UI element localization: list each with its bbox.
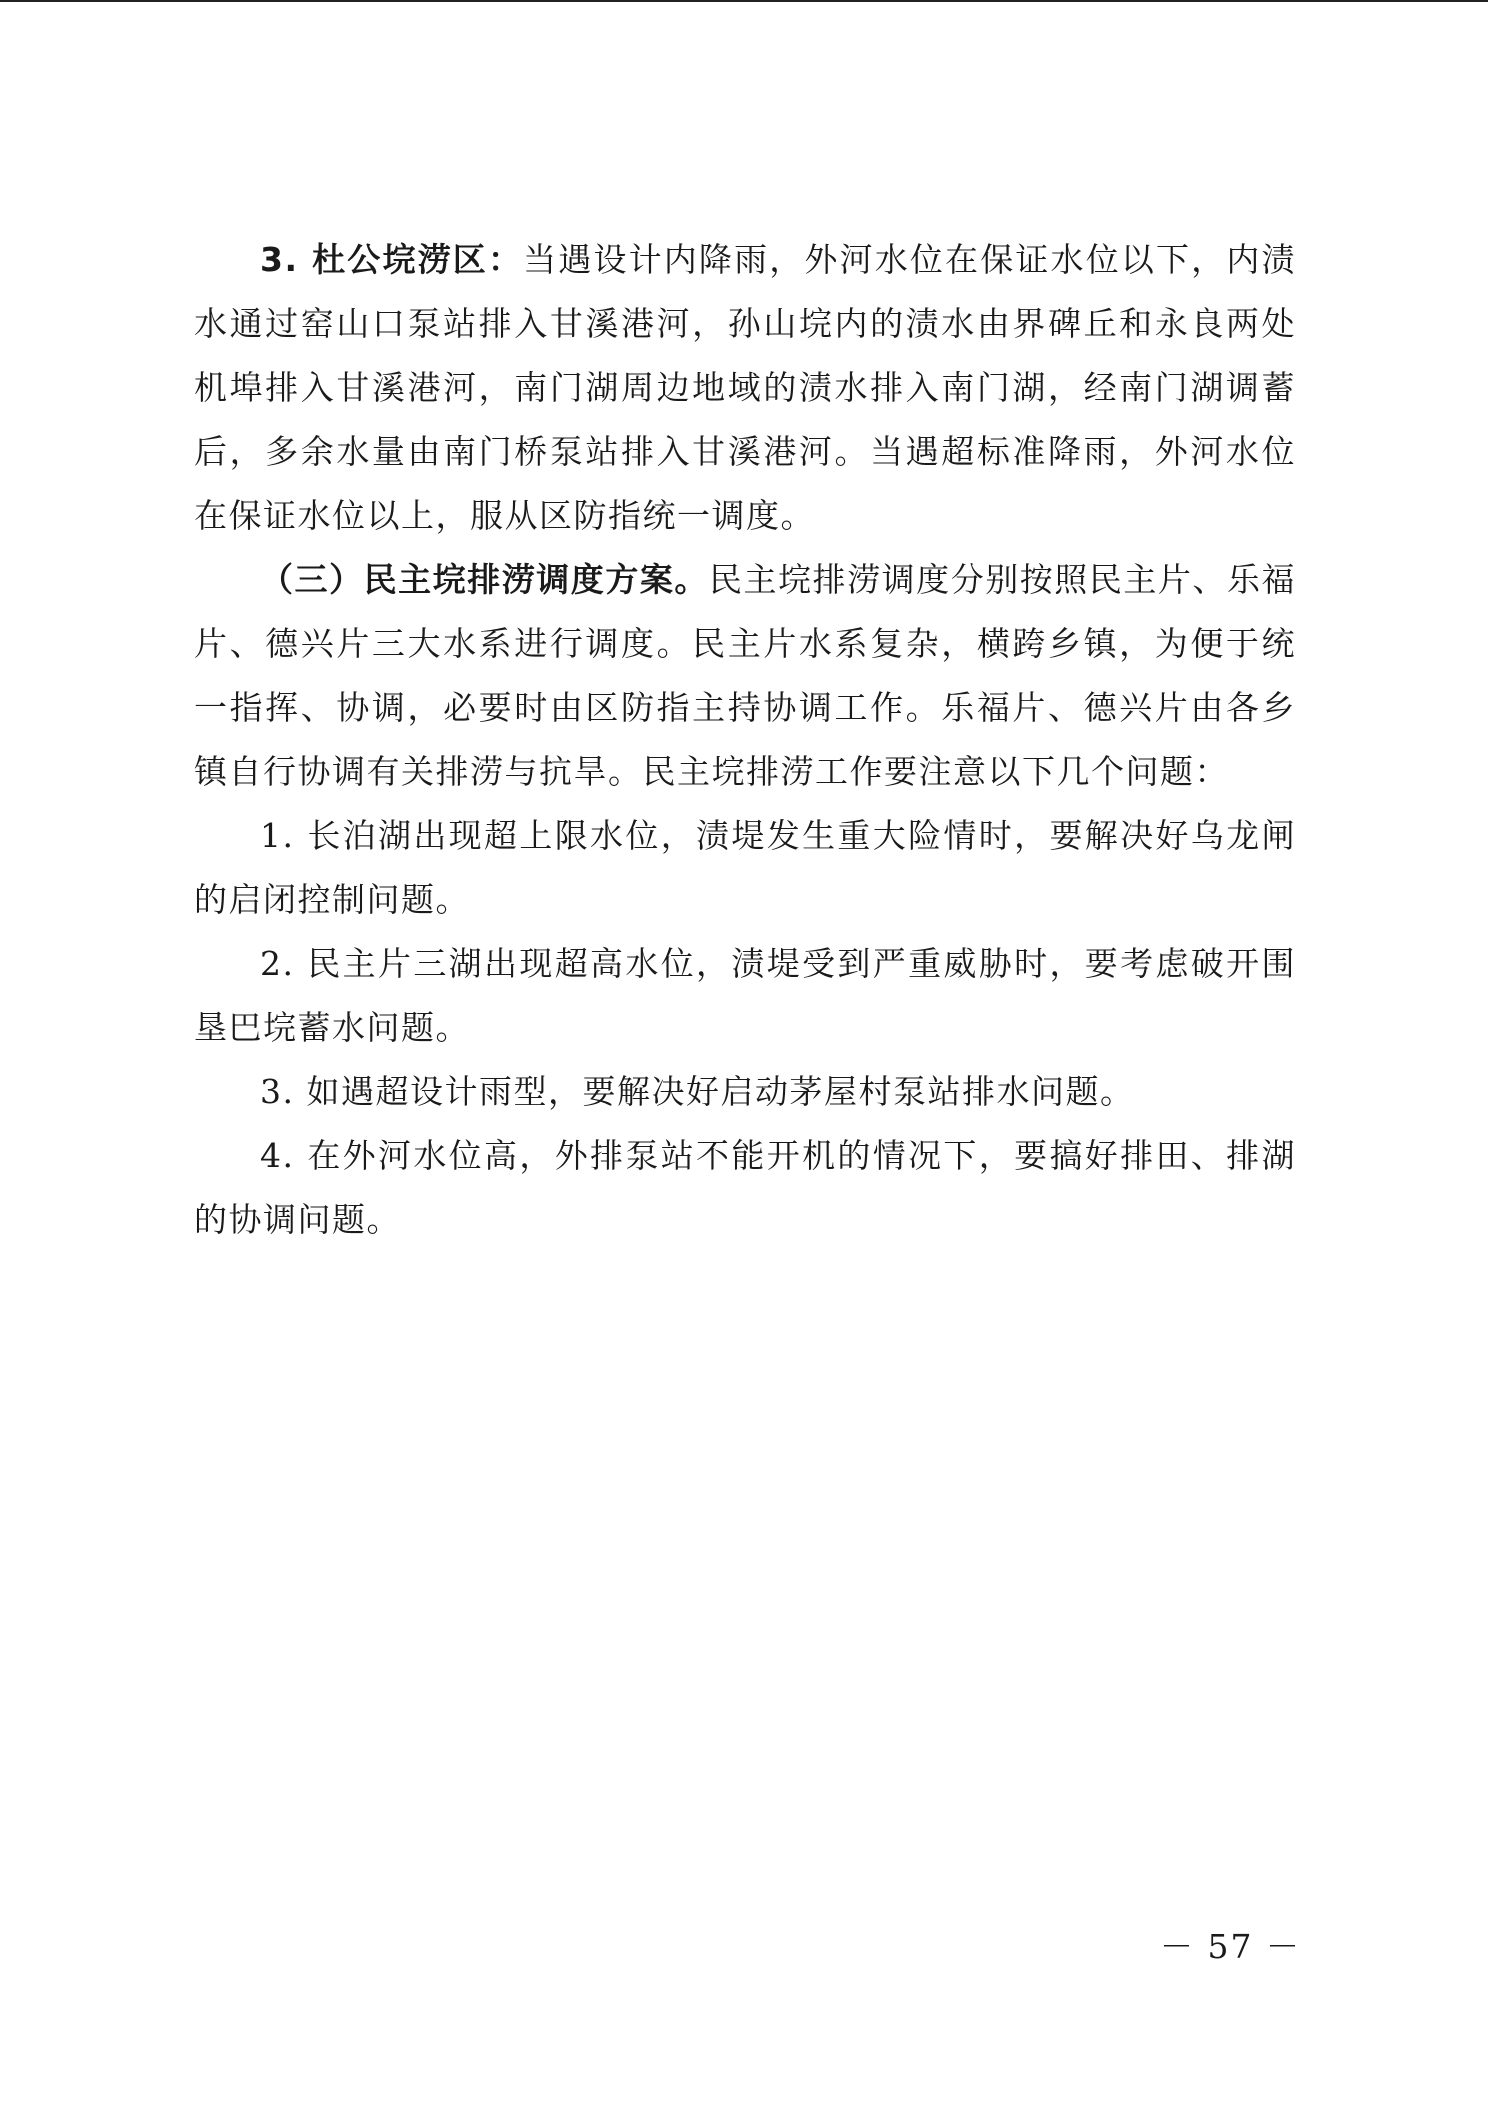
document-body xyxy=(194,228,1296,1252)
paragraph-text: 4. 在外河水位高，外排泵站不能开机的情况下，要搞好排田、排湖的协调问题。 xyxy=(194,1136,1296,1239)
paragraph-text: 当遇设计内降雨，外河水位在保证水位以下，内渍水通过窑山口泵站排入甘溪港河，孙山垸内的渍水由界碑丘和永良两处机埠排入甘溪港河，南门湖周边地域的渍水排入南门湖，经南门湖调蓄后，多余水量由南门桥泵站排入甘溪港河。当遇超标准降雨，外河水位在保证水位以上，服从区防指统一调度。 xyxy=(194,240,1297,535)
paragraph-lead: 3. 杜公垸涝区： xyxy=(260,240,524,279)
paragraph-item-1 xyxy=(194,804,1296,932)
paragraph-text: 民主垸排涝调度分别按照民主片、乐福片、德兴片三大水系进行调度。民主片水系复杂，横跨乡镇，为便于统一指挥、协调，必要时由区防指主持协调工作。乐福片、德兴片由各乡镇自行协调有关排涝与抗旱。民主垸排涝工作要注意以下几个问题： xyxy=(194,560,1297,791)
page-top-border xyxy=(0,0,1488,2)
paragraph-lead: （三）民主垸排涝调度方案。 xyxy=(260,560,709,599)
paragraph-text: 1. 长泊湖出现超上限水位，渍堤发生重大险情时，要解决好乌龙闸的启闭控制问题。 xyxy=(194,816,1296,919)
paragraph-text: 3. 如遇超设计雨型，要解决好启动茅屋村泵站排水问题。 xyxy=(260,1072,1135,1111)
paragraph-dugongyuan xyxy=(194,228,1296,548)
paragraph-item-2 xyxy=(194,932,1296,1060)
page-number: － 57 － xyxy=(1160,1927,1301,1966)
paragraph-text: 2. 民主片三湖出现超高水位，渍堤受到严重威胁时，要考虑破开围垦巴垸蓄水问题。 xyxy=(194,944,1296,1047)
paragraph-minzhuyuan-plan xyxy=(194,548,1296,804)
paragraph-item-4 xyxy=(194,1124,1296,1252)
paragraph-item-3 xyxy=(194,1060,1296,1124)
